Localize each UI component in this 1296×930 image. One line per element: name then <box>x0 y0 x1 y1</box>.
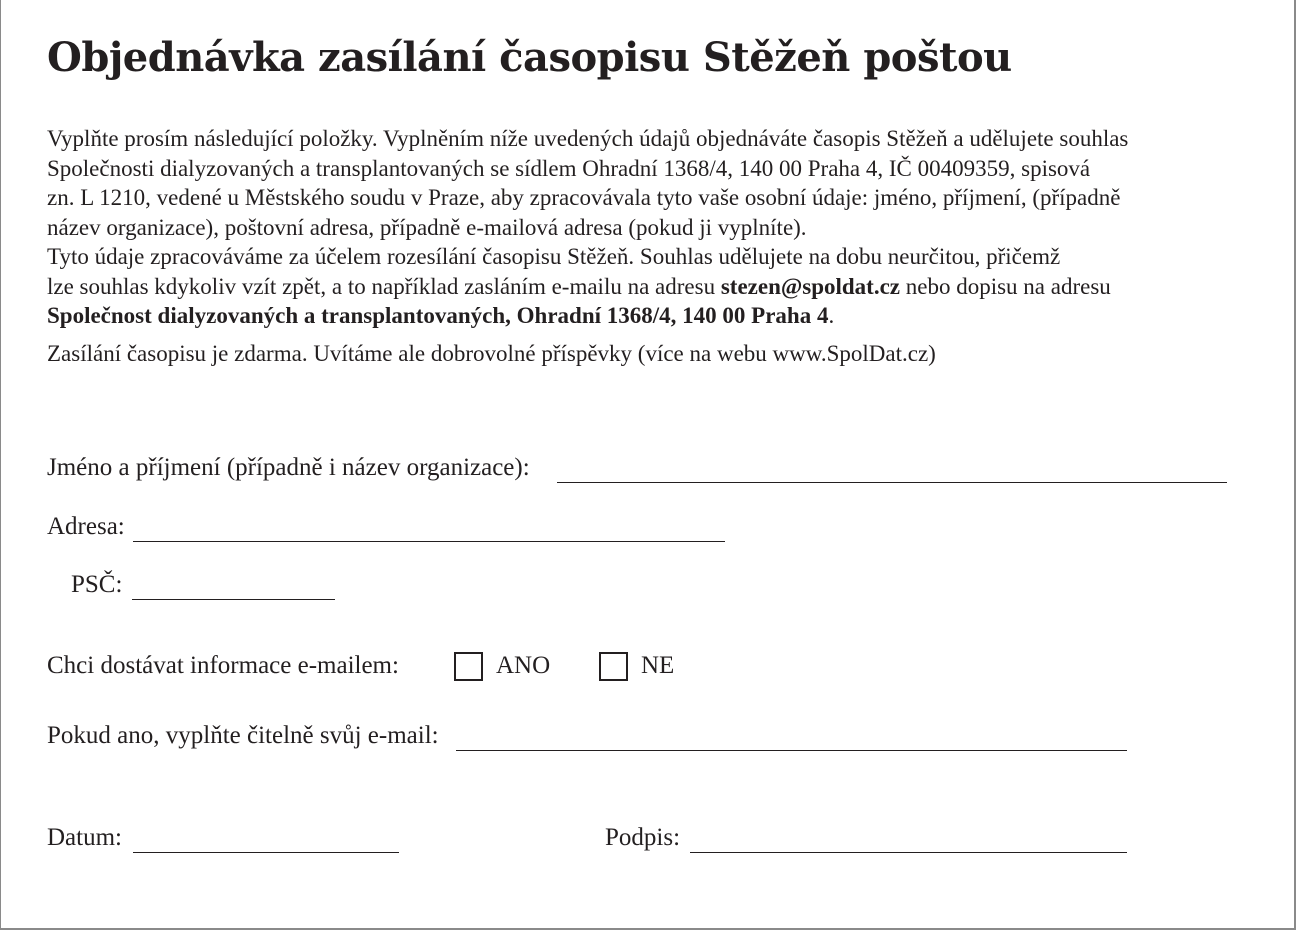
address-field[interactable] <box>133 541 725 542</box>
yes-label: ANO <box>496 652 551 679</box>
consent-line-4: název organizace), poštovní adresa, případně e-mailová adresa (pokud ji vyplníte). <box>47 214 807 240</box>
consent-line-7-end: . <box>828 303 835 328</box>
signature-label: Podpis: <box>605 824 681 851</box>
email-label: Pokud ano, vyplňte čitelně svůj e-mail: <box>47 722 439 749</box>
postal-address: Společnost dialyzovaných a transplantovaných, Ohradní 1368/4, 140 00 Praha 4 <box>47 303 829 328</box>
consent-text <box>47 124 1267 368</box>
name-label: Jméno a příjmení (případně i název organizace): <box>47 454 530 481</box>
no-checkbox[interactable] <box>599 652 628 681</box>
consent-line-7 <box>47 301 1267 331</box>
consent-line-6 <box>47 272 1267 302</box>
zip-field[interactable] <box>132 599 335 600</box>
consent-line-6-start: lze souhlas kdykoliv vzít zpět, a to například zasláním e-mailu na adresu <box>47 273 721 299</box>
email-info-label: Chci dostávat informace e-mailem: <box>47 652 399 679</box>
date-field[interactable] <box>133 852 399 853</box>
consent-line-2: Společnosti dialyzovaných a transplantovaných se sídlem Ohradní 1368/4, 140 00 Praha 4, IČ 00409359, spisová <box>47 155 1091 181</box>
consent-line-3: zn. L 1210, vedené u Městského soudu v Praze, aby zpracovávala tyto vaše osobní údaje: jméno, příjmení, (případně <box>47 185 1121 210</box>
email-field[interactable] <box>456 750 1127 751</box>
name-field[interactable] <box>557 482 1227 483</box>
signature-field[interactable] <box>690 852 1127 853</box>
contact-email: stezen@spoldat.cz <box>720 273 900 299</box>
consent-line-5: Tyto údaje zpracováváme za účelem rozesílání časopisu Stěžeň. Souhlas udělujete na dobu neurčitou, přičemž <box>47 244 1061 269</box>
consent-line-6-end: nebo dopisu na adresu <box>900 273 1111 299</box>
no-label: NE <box>641 652 675 679</box>
page-title: Objednávka zasílání časopisu Stěžeň poštou <box>47 34 1012 81</box>
zip-label: PSČ: <box>71 571 123 598</box>
date-label: Datum: <box>47 824 122 851</box>
consent-line-1: Vyplňte prosím následující položky. Vyplněním níže uvedených údajů objednáváte časopis Stěžeň a udělujete souhlas <box>47 126 1129 151</box>
free-subscription-note: Zasílání časopisu je zdarma. Uvítáme ale dobrovolné příspěvky (více na webu www.SpolDat.cz) <box>47 340 936 366</box>
yes-checkbox[interactable] <box>454 652 483 681</box>
address-label: Adresa: <box>47 513 125 540</box>
